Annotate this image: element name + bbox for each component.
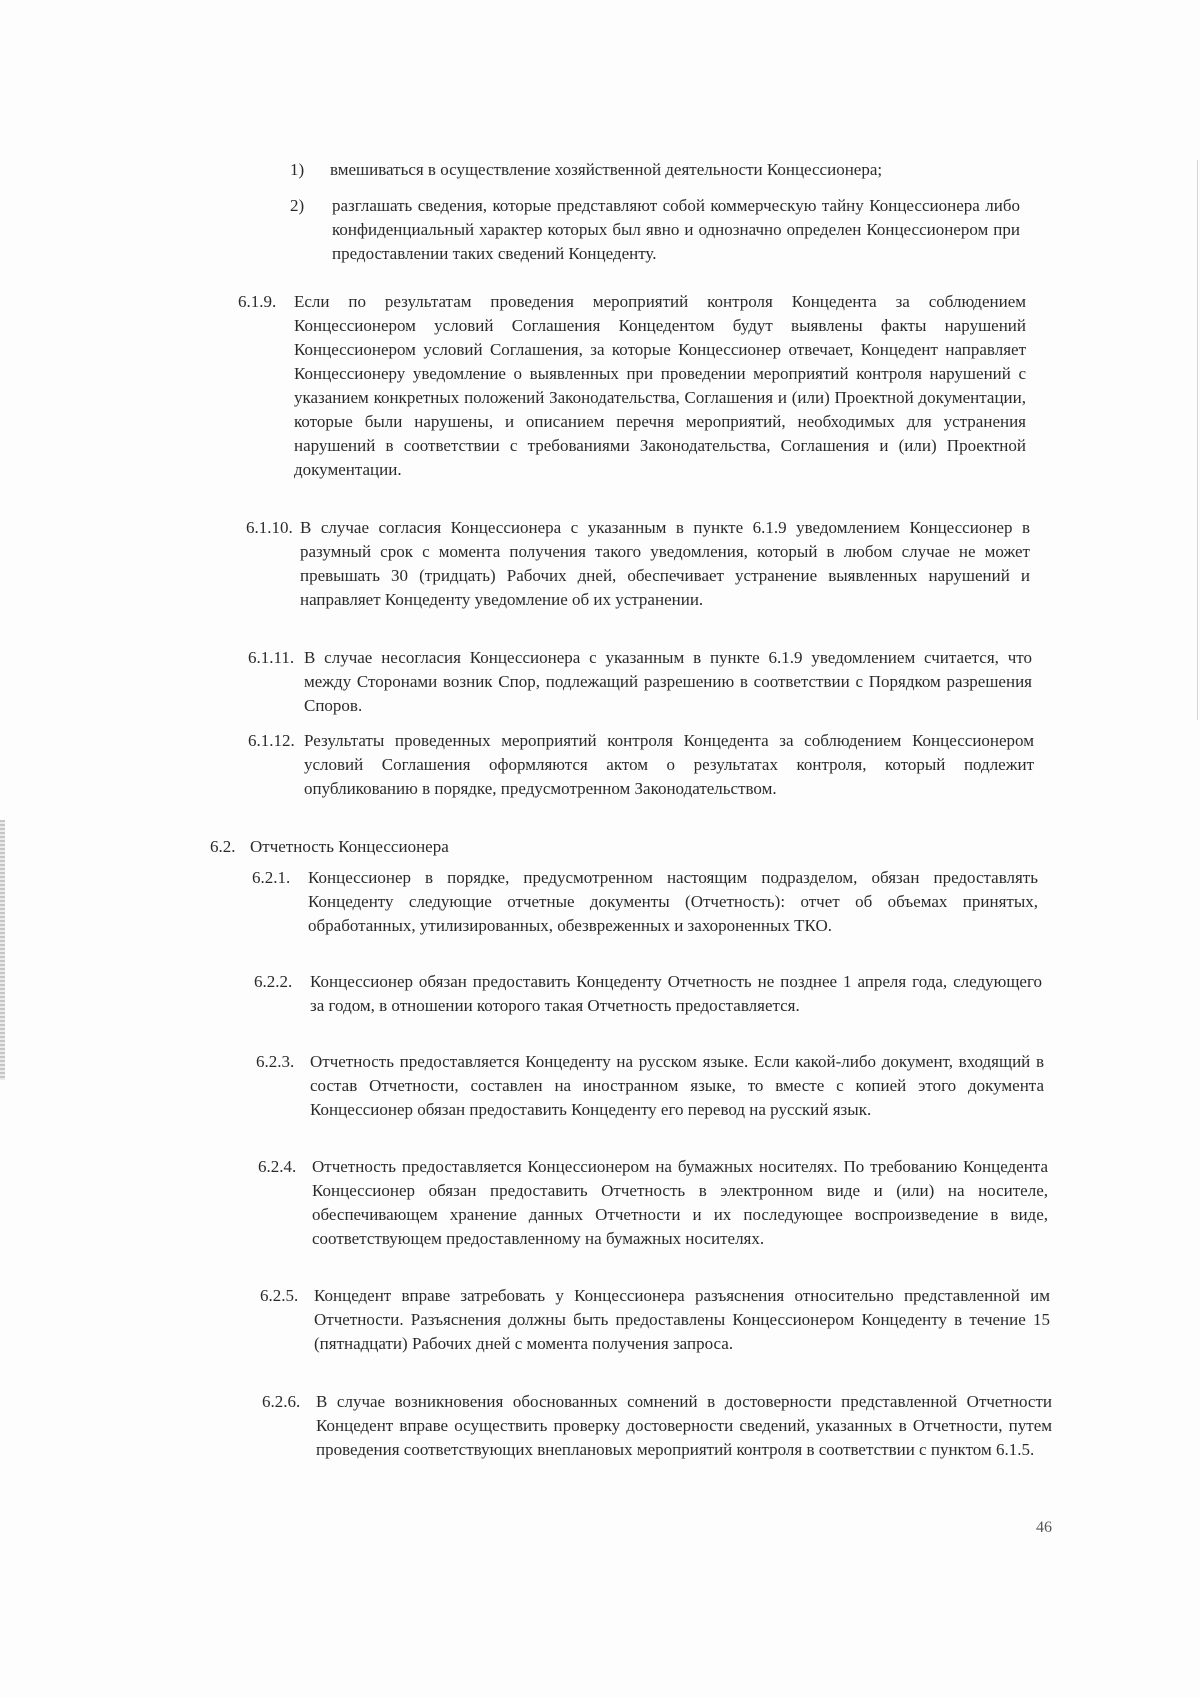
clause-6-2-2 <box>254 970 1042 1018</box>
clause-text: Отчетность предоставляется Концеденту на русском языке. Если какой-либо документ, входящий в состав Отчетности, составлен на иностранном языке, то вместе с копией этого документа Концессионер обязан предоставить Концеденту его перевод на русский язык. <box>310 1052 1044 1119</box>
clause-number: 6.1.10. <box>246 518 293 537</box>
clause-6-1-9 <box>238 290 1026 482</box>
clause-6-1-12 <box>248 729 1034 801</box>
clause-number: 6.2.1. <box>252 868 291 887</box>
clause-number: 6.1.11. <box>248 648 295 667</box>
item-text: вмешиваться в осуществление хозяйственной деятельности Концессионера; <box>330 160 883 179</box>
clause-text: В случае возникновения обоснованных сомнений в достоверности представленной Отчетности Концедент вправе осуществить проверку достоверности сведений, указанных в Отчетности, путем проведения соответствующих внеплановых мероприятий контроля в соответствии с пунктом 6.1.5. <box>316 1392 1052 1459</box>
clause-text: В случае несогласия Концессионера с указанным в пункте 6.1.9 уведомлением считается, что между Сторонами возник Спор, подлежащий разрешению в соответствии с Порядком разрешения Споров. <box>304 648 1032 715</box>
section-heading-6-2 <box>210 835 810 859</box>
scan-edge-artifact <box>0 820 5 1080</box>
clause-number: 6.2.5. <box>260 1286 299 1305</box>
clause-text: Концессионер обязан предоставить Концеденту Отчетность не позднее 1 апреля года, следующего за годом, в отношении которого такая Отчетность предоставляется. <box>310 972 1042 1015</box>
clause-number: 6.1.9. <box>238 292 277 311</box>
clause-number: 6.2.2. <box>254 972 293 991</box>
clause-number: 6.2.6. <box>262 1392 301 1411</box>
list-item <box>290 158 1010 182</box>
clause-number: 6.1.12. <box>248 731 295 750</box>
item-text: разглашать сведения, которые представляют собой коммерческую тайну Концессионера либо конфиденциальный характер которых был явно и однозначно определен Концессионером при предоставлении таких сведений Концеденту. <box>332 196 1020 263</box>
section-title: Отчетность Концессионера <box>250 837 449 856</box>
clause-text: В случае согласия Концессионера с указанным в пункте 6.1.9 уведомлением Концессионер в разумный срок с момента получения такого уведомления, который в любом случае не может превышать 30 (тридцать) Рабочих дней, обеспечивает устранение выявленных нарушений и направляет Концеденту уведомление об их устранении. <box>300 518 1030 609</box>
page-number: 46 <box>1036 1519 1052 1536</box>
clause-text: Концессионер в порядке, предусмотренном настоящим подразделом, обязан предоставлять Концеденту следующие отчетные документы (Отчетность): отчет об объемах принятых, обработанных, утилизированных, обезвреженных и захороненных ТКО. <box>308 868 1038 935</box>
clause-text: Отчетность предоставляется Концессионером на бумажных носителях. По требованию Концедента Концессионер обязан предоставить Отчетность в электронном виде и (или) на носителе, обеспечивающем хранение данных Отчетности и их последующее воспроизведение в виде, соответствующем предоставленному на бумажных носителях. <box>312 1157 1048 1248</box>
clause-text: Результаты проведенных мероприятий контроля Концедента за соблюдением Концессионером условий Соглашения оформляются актом о результатах контроля, который подлежит опубликованию в порядке, предусмотренном Законодательством. <box>304 731 1034 798</box>
clause-6-1-10 <box>246 516 1030 612</box>
clause-6-2-5 <box>260 1284 1050 1356</box>
clause-number: 6.2.3. <box>256 1052 295 1071</box>
clause-text: Концедент вправе затребовать у Концессионера разъяснения относительно представленной им Отчетности. Разъяснения должны быть предоставлены Концессионером Концеденту в течение 15 (пятнадцати) Рабочих дней с момента получения запроса. <box>314 1286 1050 1353</box>
list-item <box>290 194 1020 266</box>
clause-6-2-4 <box>258 1155 1048 1251</box>
item-number: 1) <box>290 160 305 179</box>
section-number: 6.2. <box>210 837 236 856</box>
clause-6-2-3 <box>256 1050 1044 1122</box>
scan-edge-line <box>1197 160 1198 720</box>
clause-6-2-1 <box>252 866 1038 938</box>
clause-6-2-6 <box>262 1390 1052 1462</box>
clause-number: 6.2.4. <box>258 1157 297 1176</box>
clause-text: Если по результатам проведения мероприятий контроля Концедента за соблюдением Концессионером условий Соглашения Концедентом будут выявлены факты нарушений Концессионером условий Соглашения, за которые Концессионер отвечает, Концедент направляет Концессионеру уведомление о выявленных при проведении мероприятий контроля нарушений с указанием конкретных положений Законодательства, Соглашения и (или) Проектной документации, которые были нарушены, и описанием перечня мероприятий, необходимых для устранения нарушений в соответствии с требованиями Законодательства, Соглашения и (или) Проектной документации. <box>294 292 1026 479</box>
item-number: 2) <box>290 196 305 215</box>
clause-6-1-11 <box>248 646 1032 718</box>
